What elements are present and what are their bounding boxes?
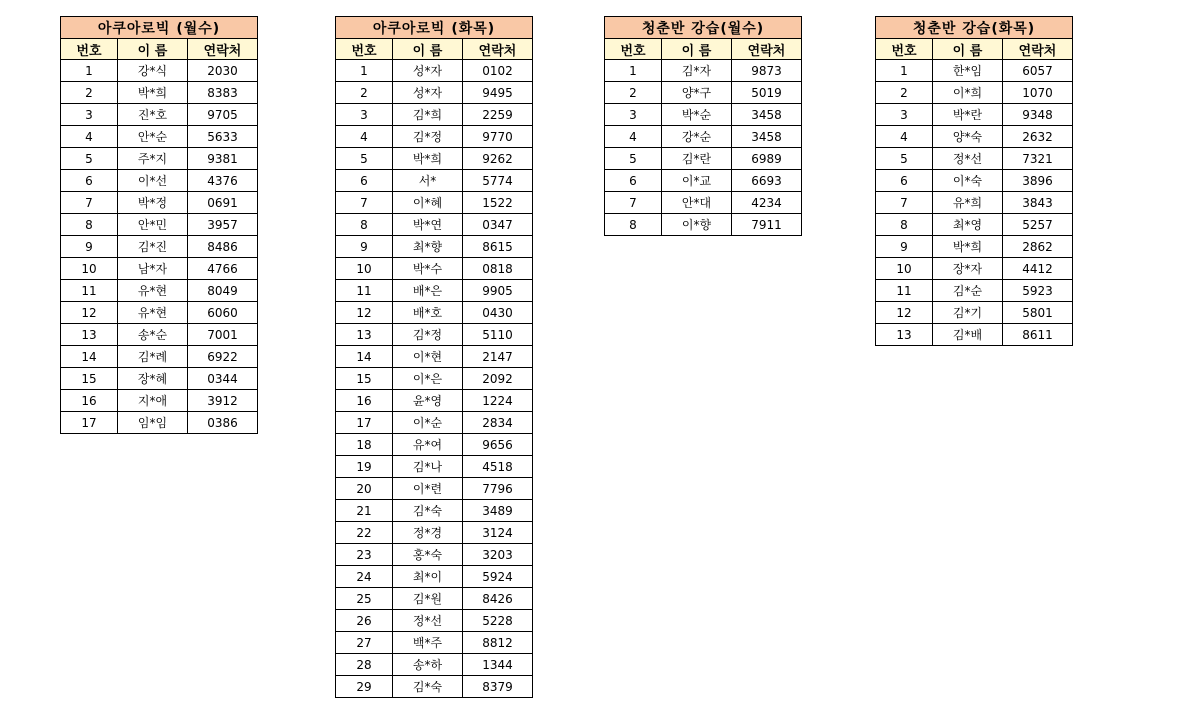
table-row: [876, 126, 1073, 148]
cell-name: 양*구: [662, 82, 732, 104]
header-number: 번호: [61, 39, 118, 60]
table-row: [336, 566, 533, 588]
cell-contact: 3957: [188, 214, 258, 236]
cell-contact: 6693: [732, 170, 802, 192]
cell-contact: 9905: [463, 280, 533, 302]
header-name: 이 름: [118, 39, 188, 60]
table-row: [336, 148, 533, 170]
cell-name: 박*정: [118, 192, 188, 214]
table-row: [336, 676, 533, 698]
table-row: [61, 148, 258, 170]
cell-number: 5: [876, 148, 933, 170]
cell-number: 3: [336, 104, 393, 126]
table-row: [336, 412, 533, 434]
table-row: [336, 544, 533, 566]
cell-name: 송*순: [118, 324, 188, 346]
cell-number: 18: [336, 434, 393, 456]
cell-contact: 3124: [463, 522, 533, 544]
table-row: [336, 632, 533, 654]
cell-contact: 8049: [188, 280, 258, 302]
header-contact: 연락처: [1003, 39, 1073, 60]
cell-number: 1: [336, 60, 393, 82]
cell-name: 강*식: [118, 60, 188, 82]
cell-contact: 5257: [1003, 214, 1073, 236]
cell-name: 임*임: [118, 412, 188, 434]
roster-table-youth-mon-wed: [604, 16, 802, 236]
table-row: [61, 302, 258, 324]
cell-number: 12: [336, 302, 393, 324]
cell-contact: 9873: [732, 60, 802, 82]
cell-name: 이*련: [393, 478, 463, 500]
cell-name: 장*자: [933, 258, 1003, 280]
cell-name: 김*례: [118, 346, 188, 368]
table-row: [336, 500, 533, 522]
cell-number: 27: [336, 632, 393, 654]
roster-table-youth-tue-thu: [875, 16, 1073, 346]
table-body: [61, 60, 258, 434]
cell-name: 한*임: [933, 60, 1003, 82]
cell-contact: 0691: [188, 192, 258, 214]
table-row: [61, 192, 258, 214]
cell-number: 4: [605, 126, 662, 148]
cell-contact: 0818: [463, 258, 533, 280]
header-name: 이 름: [662, 39, 732, 60]
cell-number: 16: [61, 390, 118, 412]
table-row: [605, 170, 802, 192]
cell-name: 김*배: [933, 324, 1003, 346]
cell-number: 28: [336, 654, 393, 676]
cell-contact: 6060: [188, 302, 258, 324]
table-row: [336, 588, 533, 610]
table-row: [605, 192, 802, 214]
table-row: [336, 390, 533, 412]
table-row: [61, 126, 258, 148]
cell-name: 안*대: [662, 192, 732, 214]
cell-contact: 3896: [1003, 170, 1073, 192]
table-row: [61, 236, 258, 258]
table-row: [61, 170, 258, 192]
cell-contact: 5801: [1003, 302, 1073, 324]
cell-contact: 5923: [1003, 280, 1073, 302]
cell-contact: 9495: [463, 82, 533, 104]
table-title: 아쿠아로빅 (월수): [61, 17, 258, 39]
cell-name: 김*란: [662, 148, 732, 170]
cell-number: 3: [605, 104, 662, 126]
cell-number: 13: [61, 324, 118, 346]
cell-name: 박*란: [933, 104, 1003, 126]
cell-name: 지*애: [118, 390, 188, 412]
cell-name: 남*자: [118, 258, 188, 280]
cell-contact: 5774: [463, 170, 533, 192]
cell-number: 16: [336, 390, 393, 412]
cell-name: 김*숙: [393, 500, 463, 522]
cell-name: 이*혜: [393, 192, 463, 214]
table-row: [876, 236, 1073, 258]
cell-number: 1: [876, 60, 933, 82]
cell-number: 13: [336, 324, 393, 346]
cell-number: 9: [336, 236, 393, 258]
table-row: [876, 214, 1073, 236]
cell-number: 2: [876, 82, 933, 104]
table-row: [336, 434, 533, 456]
cell-number: 7: [605, 192, 662, 214]
cell-number: 6: [876, 170, 933, 192]
cell-name: 성*자: [393, 82, 463, 104]
cell-contact: 0430: [463, 302, 533, 324]
table-row: [336, 60, 533, 82]
table-row: [605, 126, 802, 148]
table-body: [876, 60, 1073, 346]
cell-name: 윤*영: [393, 390, 463, 412]
cell-number: 2: [61, 82, 118, 104]
cell-number: 4: [61, 126, 118, 148]
table-body: [605, 60, 802, 236]
cell-contact: 2147: [463, 346, 533, 368]
cell-name: 이*순: [393, 412, 463, 434]
cell-name: 유*현: [118, 302, 188, 324]
cell-name: 송*하: [393, 654, 463, 676]
cell-name: 박*희: [393, 148, 463, 170]
cell-name: 김*나: [393, 456, 463, 478]
cell-contact: 0347: [463, 214, 533, 236]
table-row: [61, 324, 258, 346]
table-row: [336, 324, 533, 346]
cell-contact: 9705: [188, 104, 258, 126]
cell-name: 김*원: [393, 588, 463, 610]
cell-number: 13: [876, 324, 933, 346]
cell-number: 8: [876, 214, 933, 236]
cell-name: 이*은: [393, 368, 463, 390]
cell-name: 박*희: [118, 82, 188, 104]
cell-contact: 6057: [1003, 60, 1073, 82]
cell-contact: 4234: [732, 192, 802, 214]
cell-number: 11: [61, 280, 118, 302]
cell-name: 정*경: [393, 522, 463, 544]
table-row: [336, 610, 533, 632]
cell-name: 진*호: [118, 104, 188, 126]
cell-number: 9: [876, 236, 933, 258]
cell-contact: 3458: [732, 126, 802, 148]
cell-contact: 5228: [463, 610, 533, 632]
cell-contact: 1224: [463, 390, 533, 412]
cell-contact: 9381: [188, 148, 258, 170]
cell-name: 김*정: [393, 126, 463, 148]
cell-number: 21: [336, 500, 393, 522]
cell-name: 홍*숙: [393, 544, 463, 566]
table-row: [336, 654, 533, 676]
cell-number: 10: [336, 258, 393, 280]
cell-name: 박*연: [393, 214, 463, 236]
cell-contact: 4376: [188, 170, 258, 192]
table-row: [61, 214, 258, 236]
table-row: [605, 104, 802, 126]
cell-name: 정*선: [933, 148, 1003, 170]
cell-number: 20: [336, 478, 393, 500]
table-row: [605, 148, 802, 170]
cell-contact: 2834: [463, 412, 533, 434]
table-row: [876, 302, 1073, 324]
table-row: [336, 478, 533, 500]
cell-name: 김*숙: [393, 676, 463, 698]
cell-contact: 2092: [463, 368, 533, 390]
cell-contact: 6989: [732, 148, 802, 170]
table-row: [61, 280, 258, 302]
cell-contact: 6922: [188, 346, 258, 368]
cell-name: 이*숙: [933, 170, 1003, 192]
cell-number: 2: [336, 82, 393, 104]
table-row: [336, 456, 533, 478]
cell-name: 박*희: [933, 236, 1003, 258]
cell-contact: 9348: [1003, 104, 1073, 126]
table-row: [61, 412, 258, 434]
cell-number: 4: [876, 126, 933, 148]
table-row: [336, 522, 533, 544]
cell-number: 5: [61, 148, 118, 170]
table-row: [336, 346, 533, 368]
table-row: [336, 192, 533, 214]
cell-contact: 1344: [463, 654, 533, 676]
cell-contact: 4412: [1003, 258, 1073, 280]
table-body: [336, 60, 533, 698]
header-contact: 연락처: [732, 39, 802, 60]
cell-contact: 7001: [188, 324, 258, 346]
cell-number: 29: [336, 676, 393, 698]
cell-number: 10: [876, 258, 933, 280]
cell-number: 6: [336, 170, 393, 192]
header-number: 번호: [876, 39, 933, 60]
table-row: [605, 214, 802, 236]
cell-number: 7: [61, 192, 118, 214]
table-row: [336, 104, 533, 126]
cell-name: 안*민: [118, 214, 188, 236]
cell-name: 최*향: [393, 236, 463, 258]
cell-contact: 5633: [188, 126, 258, 148]
cell-number: 9: [61, 236, 118, 258]
cell-contact: 7911: [732, 214, 802, 236]
cell-number: 10: [61, 258, 118, 280]
cell-name: 유*현: [118, 280, 188, 302]
cell-contact: 5019: [732, 82, 802, 104]
cell-contact: 3912: [188, 390, 258, 412]
cell-number: 26: [336, 610, 393, 632]
cell-contact: 2030: [188, 60, 258, 82]
cell-contact: 8383: [188, 82, 258, 104]
cell-contact: 3489: [463, 500, 533, 522]
cell-number: 17: [61, 412, 118, 434]
cell-number: 5: [605, 148, 662, 170]
cell-contact: 7796: [463, 478, 533, 500]
cell-name: 이*희: [933, 82, 1003, 104]
header-contact: 연락처: [188, 39, 258, 60]
table-row: [605, 60, 802, 82]
cell-number: 11: [876, 280, 933, 302]
cell-contact: 3458: [732, 104, 802, 126]
table-row: [876, 60, 1073, 82]
cell-contact: 9262: [463, 148, 533, 170]
cell-number: 8: [336, 214, 393, 236]
cell-name: 성*자: [393, 60, 463, 82]
cell-contact: 0102: [463, 60, 533, 82]
cell-name: 최*이: [393, 566, 463, 588]
cell-contact: 2632: [1003, 126, 1073, 148]
cell-contact: 8426: [463, 588, 533, 610]
roster-table-aqua-tue-thu: [335, 16, 533, 698]
cell-number: 6: [61, 170, 118, 192]
cell-contact: 9770: [463, 126, 533, 148]
cell-number: 24: [336, 566, 393, 588]
table-row: [61, 60, 258, 82]
header-number: 번호: [336, 39, 393, 60]
cell-name: 김*희: [393, 104, 463, 126]
cell-number: 12: [876, 302, 933, 324]
cell-number: 7: [336, 192, 393, 214]
cell-contact: 3843: [1003, 192, 1073, 214]
cell-contact: 8611: [1003, 324, 1073, 346]
cell-name: 이*교: [662, 170, 732, 192]
cell-name: 김*자: [662, 60, 732, 82]
cell-contact: 4766: [188, 258, 258, 280]
cell-number: 1: [61, 60, 118, 82]
cell-name: 김*진: [118, 236, 188, 258]
cell-contact: 8615: [463, 236, 533, 258]
cell-name: 주*지: [118, 148, 188, 170]
header-name: 이 름: [933, 39, 1003, 60]
cell-contact: 0344: [188, 368, 258, 390]
table-title: 청춘반 강습(월수): [605, 17, 802, 39]
table-title: 아쿠아로빅 (화목): [336, 17, 533, 39]
cell-contact: 0386: [188, 412, 258, 434]
cell-name: 박*순: [662, 104, 732, 126]
cell-number: 2: [605, 82, 662, 104]
cell-name: 배*호: [393, 302, 463, 324]
table-row: [61, 346, 258, 368]
table-row: [336, 170, 533, 192]
cell-name: 정*선: [393, 610, 463, 632]
table-row: [876, 324, 1073, 346]
cell-name: 유*여: [393, 434, 463, 456]
table-row: [336, 236, 533, 258]
cell-number: 17: [336, 412, 393, 434]
cell-contact: 1070: [1003, 82, 1073, 104]
table-title: 청춘반 강습(화목): [876, 17, 1073, 39]
cell-name: 박*수: [393, 258, 463, 280]
cell-contact: 1522: [463, 192, 533, 214]
table-row: [876, 258, 1073, 280]
cell-name: 김*순: [933, 280, 1003, 302]
table-row: [336, 82, 533, 104]
cell-contact: 9656: [463, 434, 533, 456]
cell-number: 8: [61, 214, 118, 236]
cell-number: 19: [336, 456, 393, 478]
table-row: [336, 126, 533, 148]
header-number: 번호: [605, 39, 662, 60]
cell-name: 이*선: [118, 170, 188, 192]
table-row: [876, 82, 1073, 104]
cell-number: 3: [876, 104, 933, 126]
cell-contact: 3203: [463, 544, 533, 566]
table-row: [61, 104, 258, 126]
cell-number: 4: [336, 126, 393, 148]
cell-number: 7: [876, 192, 933, 214]
table-row: [876, 104, 1073, 126]
cell-name: 백*주: [393, 632, 463, 654]
cell-name: 강*순: [662, 126, 732, 148]
cell-number: 5: [336, 148, 393, 170]
cell-number: 14: [61, 346, 118, 368]
cell-number: 3: [61, 104, 118, 126]
cell-number: 15: [336, 368, 393, 390]
roster-table-aqua-mon-wed: [60, 16, 258, 434]
table-row: [876, 148, 1073, 170]
cell-number: 11: [336, 280, 393, 302]
cell-number: 6: [605, 170, 662, 192]
header-contact: 연락처: [463, 39, 533, 60]
table-row: [336, 368, 533, 390]
table-row: [61, 82, 258, 104]
cell-name: 유*희: [933, 192, 1003, 214]
cell-number: 23: [336, 544, 393, 566]
cell-contact: 8812: [463, 632, 533, 654]
cell-number: 25: [336, 588, 393, 610]
table-row: [336, 214, 533, 236]
cell-number: 15: [61, 368, 118, 390]
cell-name: 최*영: [933, 214, 1003, 236]
table-row: [876, 170, 1073, 192]
cell-name: 안*순: [118, 126, 188, 148]
cell-number: 1: [605, 60, 662, 82]
cell-contact: 5110: [463, 324, 533, 346]
cell-name: 장*혜: [118, 368, 188, 390]
cell-name: 양*숙: [933, 126, 1003, 148]
cell-number: 8: [605, 214, 662, 236]
cell-contact: 5924: [463, 566, 533, 588]
cell-contact: 4518: [463, 456, 533, 478]
table-row: [605, 82, 802, 104]
cell-name: 이*현: [393, 346, 463, 368]
cell-number: 14: [336, 346, 393, 368]
cell-number: 22: [336, 522, 393, 544]
cell-name: 김*정: [393, 324, 463, 346]
cell-number: 12: [61, 302, 118, 324]
cell-name: 이*향: [662, 214, 732, 236]
cell-contact: 2862: [1003, 236, 1073, 258]
cell-name: 배*은: [393, 280, 463, 302]
table-row: [336, 302, 533, 324]
header-name: 이 름: [393, 39, 463, 60]
table-row: [61, 368, 258, 390]
cell-name: 김*기: [933, 302, 1003, 324]
table-row: [336, 258, 533, 280]
table-row: [876, 280, 1073, 302]
table-row: [61, 258, 258, 280]
table-row: [876, 192, 1073, 214]
table-row: [61, 390, 258, 412]
cell-contact: 7321: [1003, 148, 1073, 170]
cell-name: 서*: [393, 170, 463, 192]
cell-contact: 8379: [463, 676, 533, 698]
cell-contact: 8486: [188, 236, 258, 258]
cell-contact: 2259: [463, 104, 533, 126]
table-row: [336, 280, 533, 302]
